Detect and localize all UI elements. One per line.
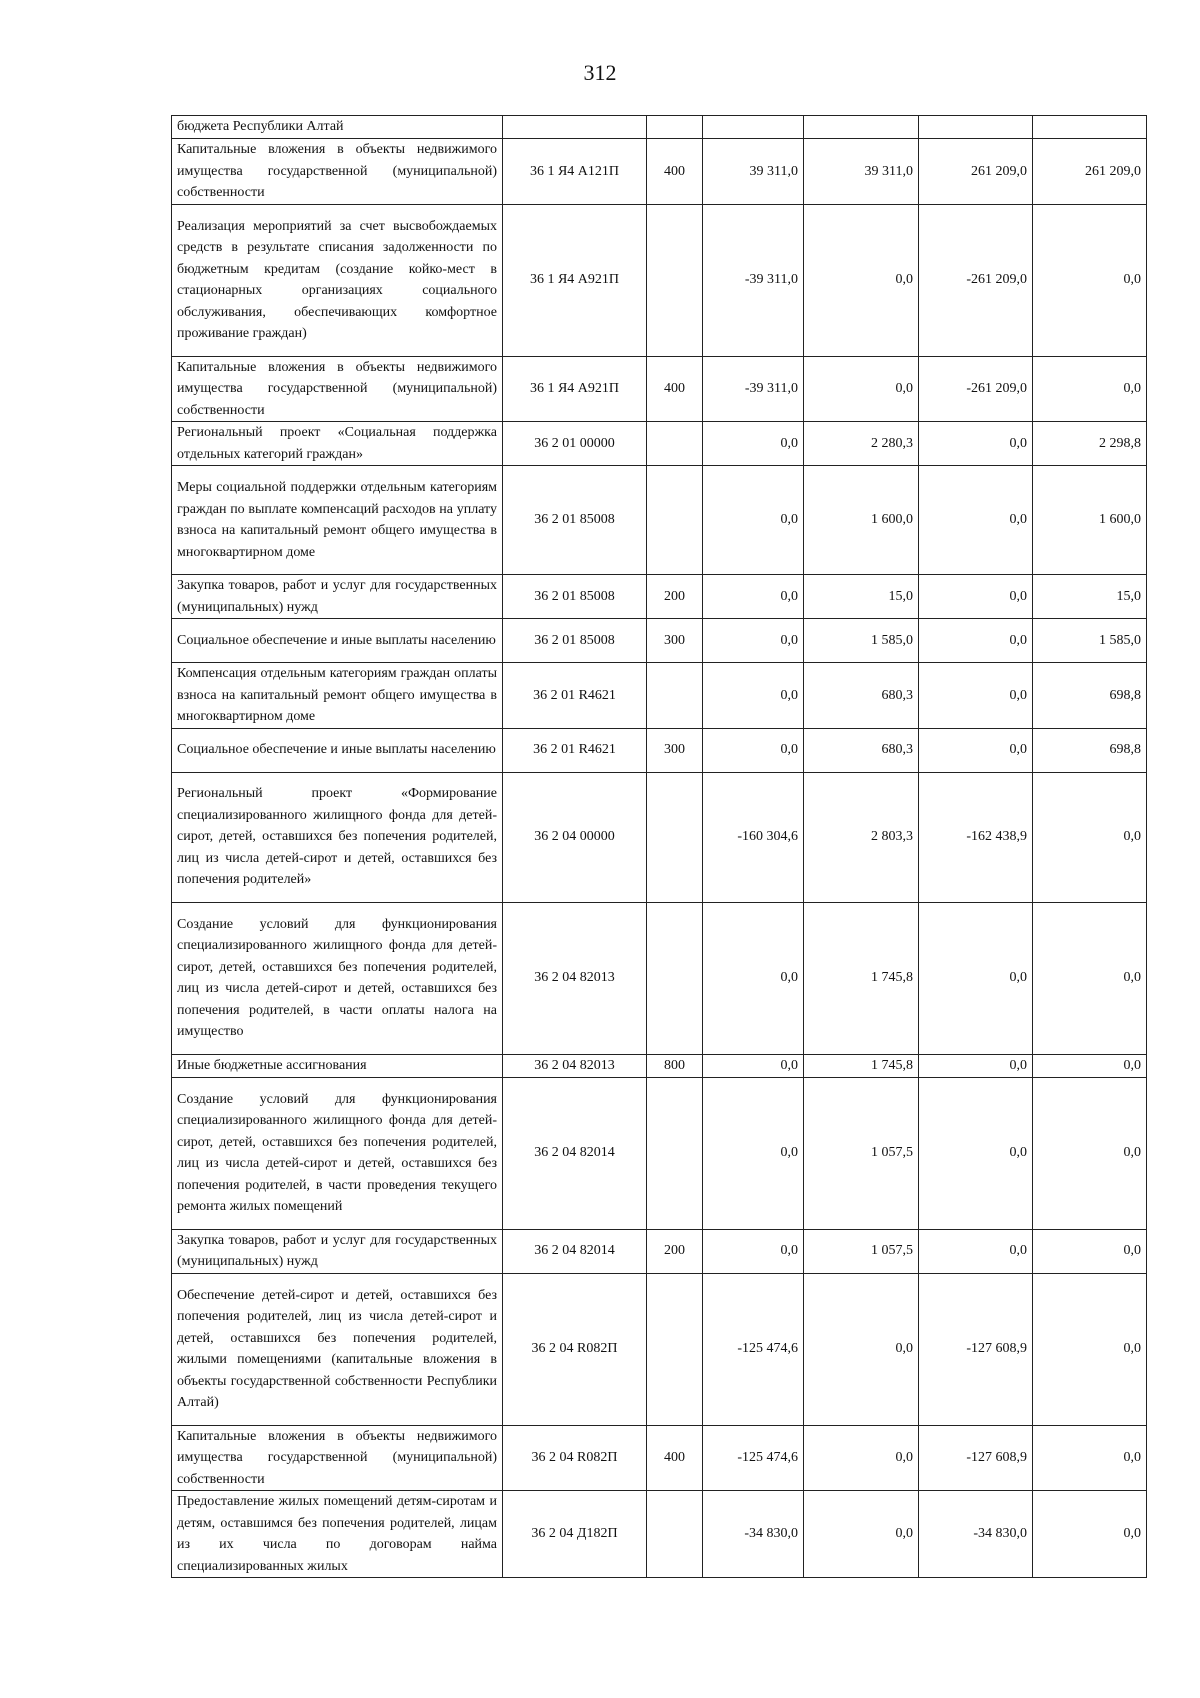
- row-expense-type-cell: [647, 772, 703, 902]
- row-value-4-cell: 0,0: [1033, 1425, 1147, 1491]
- row-value-3-cell: 0,0: [919, 1077, 1033, 1229]
- table-row: [172, 466, 1147, 575]
- row-code-cell: 36 2 01 R4621: [503, 728, 647, 772]
- row-value-1-cell: 0,0: [703, 619, 804, 663]
- row-code-cell: 36 2 01 85008: [503, 575, 647, 619]
- row-value-1-cell: -125 474,6: [703, 1273, 804, 1425]
- table-row: [172, 619, 1147, 663]
- row-value-3-cell: -127 608,9: [919, 1425, 1033, 1491]
- row-value-4-cell: 0,0: [1033, 1054, 1147, 1077]
- table-row: [172, 1229, 1147, 1273]
- row-code-cell: 36 2 01 85008: [503, 466, 647, 575]
- row-value-1-cell: 0,0: [703, 466, 804, 575]
- row-code-cell: 36 1 Я4 А921П: [503, 356, 647, 422]
- row-value-3-cell: 0,0: [919, 619, 1033, 663]
- table-row: [172, 1077, 1147, 1229]
- row-value-4-cell: 0,0: [1033, 204, 1147, 356]
- row-name-cell: Региональный проект «Формирование специализированного жилищного фонда для детей-сирот, детей, оставшихся без попечения родителей, лиц из числа детей-сирот и детей, оставшихся без попечения родителей»: [172, 772, 503, 902]
- row-code-cell: 36 2 01 00000: [503, 422, 647, 466]
- row-value-3-cell: -34 830,0: [919, 1491, 1033, 1578]
- row-value-4-cell: 1 585,0: [1033, 619, 1147, 663]
- row-value-1-cell: 0,0: [703, 728, 804, 772]
- row-expense-type-cell: [647, 1273, 703, 1425]
- row-value-2-cell: 0,0: [804, 356, 919, 422]
- row-name-cell: Реализация мероприятий за счет высвобождаемых средств в результате списания задолженности по бюджетным кредитам (создание койко-мест в стационарных организациях социального обслуживания, обеспечивающих комфортное проживание граждан): [172, 204, 503, 356]
- row-value-3-cell: 0,0: [919, 728, 1033, 772]
- row-value-4-cell: 0,0: [1033, 1491, 1147, 1578]
- row-expense-type-cell: 200: [647, 1229, 703, 1273]
- row-name-cell: Капитальные вложения в объекты недвижимого имущества государственной (муниципальной) собственности: [172, 1425, 503, 1491]
- row-value-1-cell: -34 830,0: [703, 1491, 804, 1578]
- table-row: [172, 728, 1147, 772]
- row-value-1-cell: 0,0: [703, 1054, 804, 1077]
- row-code-cell: 36 2 04 R082П: [503, 1425, 647, 1491]
- table-row: [172, 1425, 1147, 1491]
- row-name-cell: Иные бюджетные ассигнования: [172, 1054, 503, 1077]
- row-value-3-cell: 0,0: [919, 1229, 1033, 1273]
- row-value-1-cell: 0,0: [703, 575, 804, 619]
- row-expense-type-cell: [647, 663, 703, 729]
- row-expense-type-cell: [647, 1077, 703, 1229]
- row-value-2-cell: 1 745,8: [804, 1054, 919, 1077]
- row-value-2-cell: 1 600,0: [804, 466, 919, 575]
- row-value-1-cell: -39 311,0: [703, 204, 804, 356]
- row-value-4-cell: 0,0: [1033, 902, 1147, 1054]
- row-value-4-cell: 261 209,0: [1033, 139, 1147, 205]
- table-row: [172, 575, 1147, 619]
- row-name-cell: Предоставление жилых помещений детям-сиротам и детям, оставшимся без попечения родителей, лицам из их числа по договорам найма специализированных жилых: [172, 1491, 503, 1578]
- row-value-1-cell: 0,0: [703, 1229, 804, 1273]
- row-value-2-cell: 2 280,3: [804, 422, 919, 466]
- row-value-3-cell: 0,0: [919, 575, 1033, 619]
- row-code-cell: [503, 116, 647, 139]
- row-value-2-cell: [804, 116, 919, 139]
- row-name-cell: Компенсация отдельным категориям граждан оплаты взноса на капитальный ремонт общего имущества в многоквартирном доме: [172, 663, 503, 729]
- row-name-cell: Закупка товаров, работ и услуг для государственных (муниципальных) нужд: [172, 575, 503, 619]
- table-row: [172, 902, 1147, 1054]
- row-code-cell: 36 2 04 82013: [503, 1054, 647, 1077]
- row-name-cell: Создание условий для функционирования специализированного жилищного фонда для детей-сирот, детей, оставшихся без попечения родителей, лиц из числа детей-сирот и детей, оставшихся без попечения родителей, в части проведения текущего ремонта жилых помещений: [172, 1077, 503, 1229]
- row-value-1-cell: [703, 116, 804, 139]
- row-value-3-cell: -127 608,9: [919, 1273, 1033, 1425]
- budget-table-body: [172, 116, 1147, 1578]
- row-value-1-cell: -39 311,0: [703, 356, 804, 422]
- row-expense-type-cell: 300: [647, 619, 703, 663]
- row-value-4-cell: 2 298,8: [1033, 422, 1147, 466]
- row-expense-type-cell: 200: [647, 575, 703, 619]
- row-code-cell: 36 2 04 82014: [503, 1229, 647, 1273]
- row-code-cell: 36 2 04 Д182П: [503, 1491, 647, 1578]
- row-value-3-cell: 0,0: [919, 663, 1033, 729]
- row-name-cell: Создание условий для функционирования специализированного жилищного фонда для детей-сирот, детей, оставшихся без попечения родителей, лиц из числа детей-сирот и детей, оставшихся без попечения родителей, в части оплаты налога на имущество: [172, 902, 503, 1054]
- row-value-2-cell: 0,0: [804, 204, 919, 356]
- table-row: [172, 1054, 1147, 1077]
- table-row: [172, 139, 1147, 205]
- row-value-1-cell: 0,0: [703, 1077, 804, 1229]
- budget-table: [171, 115, 1147, 1578]
- row-expense-type-cell: [647, 422, 703, 466]
- row-value-3-cell: [919, 116, 1033, 139]
- row-expense-type-cell: 400: [647, 356, 703, 422]
- row-value-1-cell: -160 304,6: [703, 772, 804, 902]
- row-code-cell: 36 2 04 82013: [503, 902, 647, 1054]
- row-value-3-cell: 0,0: [919, 422, 1033, 466]
- row-code-cell: 36 2 04 82014: [503, 1077, 647, 1229]
- row-expense-type-cell: [647, 1491, 703, 1578]
- row-name-cell: Социальное обеспечение и иные выплаты населению: [172, 728, 503, 772]
- row-value-2-cell: 680,3: [804, 663, 919, 729]
- row-value-4-cell: 0,0: [1033, 1077, 1147, 1229]
- table-row: [172, 772, 1147, 902]
- row-value-4-cell: 698,8: [1033, 728, 1147, 772]
- row-value-2-cell: 1 057,5: [804, 1077, 919, 1229]
- row-code-cell: 36 2 01 R4621: [503, 663, 647, 729]
- row-value-4-cell: 0,0: [1033, 1273, 1147, 1425]
- row-expense-type-cell: 300: [647, 728, 703, 772]
- row-expense-type-cell: [647, 116, 703, 139]
- row-value-2-cell: 0,0: [804, 1273, 919, 1425]
- row-value-2-cell: 0,0: [804, 1425, 919, 1491]
- table-row: [172, 116, 1147, 139]
- row-value-1-cell: -125 474,6: [703, 1425, 804, 1491]
- row-value-4-cell: 698,8: [1033, 663, 1147, 729]
- row-name-cell: Капитальные вложения в объекты недвижимого имущества государственной (муниципальной) собственности: [172, 139, 503, 205]
- row-value-2-cell: 1 745,8: [804, 902, 919, 1054]
- row-code-cell: 36 2 04 00000: [503, 772, 647, 902]
- row-name-cell: Капитальные вложения в объекты недвижимого имущества государственной (муниципальной) собственности: [172, 356, 503, 422]
- row-code-cell: 36 1 Я4 А921П: [503, 204, 647, 356]
- row-value-3-cell: -162 438,9: [919, 772, 1033, 902]
- table-row: [172, 356, 1147, 422]
- row-code-cell: 36 2 04 R082П: [503, 1273, 647, 1425]
- row-expense-type-cell: 800: [647, 1054, 703, 1077]
- row-value-1-cell: 0,0: [703, 902, 804, 1054]
- row-value-4-cell: 0,0: [1033, 772, 1147, 902]
- row-expense-type-cell: [647, 204, 703, 356]
- row-value-4-cell: 0,0: [1033, 1229, 1147, 1273]
- row-name-cell: Меры социальной поддержки отдельным категориям граждан по выплате компенсаций расходов на уплату взноса на капитальный ремонт общего имущества в многоквартирном доме: [172, 466, 503, 575]
- page-number: 312: [583, 60, 617, 85]
- row-value-3-cell: 261 209,0: [919, 139, 1033, 205]
- row-value-2-cell: 680,3: [804, 728, 919, 772]
- row-code-cell: 36 2 01 85008: [503, 619, 647, 663]
- row-name-cell: Закупка товаров, работ и услуг для государственных (муниципальных) нужд: [172, 1229, 503, 1273]
- row-name-cell: бюджета Республики Алтай: [172, 116, 503, 139]
- row-value-2-cell: 39 311,0: [804, 139, 919, 205]
- row-expense-type-cell: 400: [647, 1425, 703, 1491]
- table-row: [172, 1273, 1147, 1425]
- row-value-4-cell: 1 600,0: [1033, 466, 1147, 575]
- row-value-2-cell: 2 803,3: [804, 772, 919, 902]
- row-value-2-cell: 1 585,0: [804, 619, 919, 663]
- row-value-3-cell: -261 209,0: [919, 204, 1033, 356]
- row-value-1-cell: 0,0: [703, 422, 804, 466]
- row-value-4-cell: [1033, 116, 1147, 139]
- table-row: [172, 204, 1147, 356]
- row-expense-type-cell: [647, 902, 703, 1054]
- table-row: [172, 422, 1147, 466]
- row-expense-type-cell: 400: [647, 139, 703, 205]
- row-expense-type-cell: [647, 466, 703, 575]
- row-value-2-cell: 0,0: [804, 1491, 919, 1578]
- row-code-cell: 36 1 Я4 А121П: [503, 139, 647, 205]
- row-name-cell: Социальное обеспечение и иные выплаты населению: [172, 619, 503, 663]
- row-value-3-cell: 0,0: [919, 902, 1033, 1054]
- row-value-1-cell: 39 311,0: [703, 139, 804, 205]
- row-value-1-cell: 0,0: [703, 663, 804, 729]
- row-value-3-cell: 0,0: [919, 1054, 1033, 1077]
- row-value-3-cell: -261 209,0: [919, 356, 1033, 422]
- table-row: [172, 663, 1147, 729]
- row-value-3-cell: 0,0: [919, 466, 1033, 575]
- row-value-2-cell: 15,0: [804, 575, 919, 619]
- row-name-cell: Региональный проект «Социальная поддержка отдельных категорий граждан»: [172, 422, 503, 466]
- table-row: [172, 1491, 1147, 1578]
- row-value-4-cell: 15,0: [1033, 575, 1147, 619]
- row-name-cell: Обеспечение детей-сирот и детей, оставшихся без попечения родителей, лиц из числа детей-сирот и детей, оставшихся без попечения родителей, жилыми помещениями (капитальные вложения в объекты государственной собственности Республики Алтай): [172, 1273, 503, 1425]
- row-value-2-cell: 1 057,5: [804, 1229, 919, 1273]
- row-value-4-cell: 0,0: [1033, 356, 1147, 422]
